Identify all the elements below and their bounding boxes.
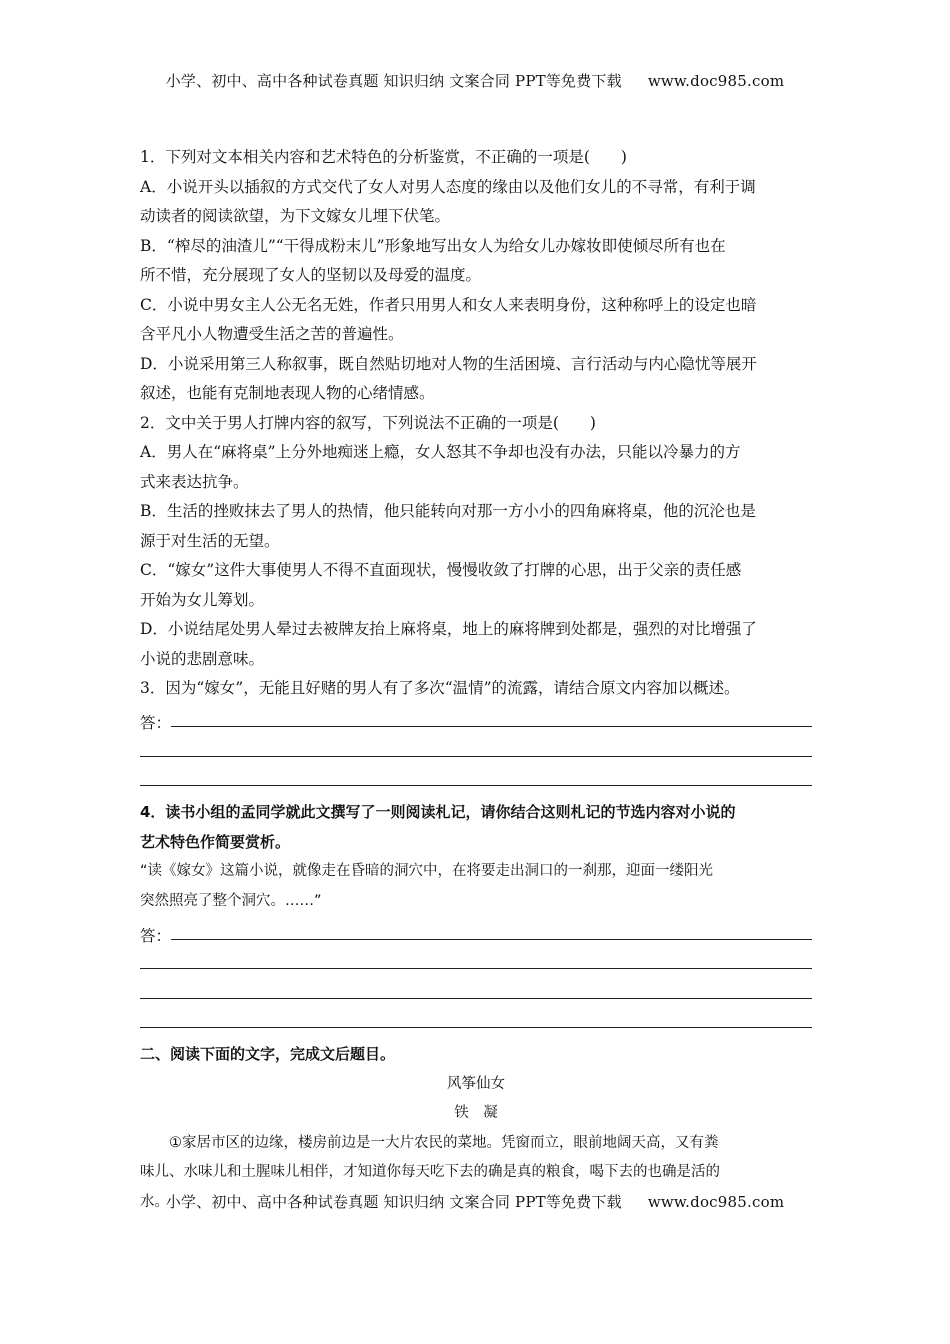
question-2-option-b-cont: 源于对生活的无望。 [140, 531, 280, 550]
question-3-answer-line-3[interactable] [140, 763, 812, 793]
article-author: 铁 凝 [454, 1105, 498, 1121]
question-3-answer-line-2[interactable] [140, 733, 812, 763]
answer-rule [171, 726, 812, 727]
question-1 [140, 143, 812, 409]
question-4-answer-line-2[interactable] [140, 946, 812, 976]
section-2-heading: 二、阅读下面的文字，完成文后题目。 [140, 1045, 396, 1063]
question-1-option-d: D．小说采用第三人称叙事，既自然贴切地对人物的生活困境、言行活动与内心隐忧等展开 [140, 354, 757, 373]
page-header [0, 70, 950, 91]
footer-text: 小学、初中、高中各种试卷真题 知识归纳 文案合同 PPT等免费下载 [165, 1193, 622, 1211]
question-2-option-d: D．小说结尾处男人晕过去被牌友抬上麻将桌，地上的麻将牌到处都是，强烈的对比增强了 [140, 620, 757, 638]
question-1-option-a-cont: 动读者的阅读欲望，为下文嫁女儿埋下伏笔。 [140, 207, 451, 225]
article-paragraph-1: ①家居市区的边缘，楼房前边是一大片农民的菜地。凭窗而立，眼前地阔天高，又有粪 [169, 1134, 719, 1151]
answer-label: 答： [140, 714, 172, 732]
question-2-option-a-cont: 式来表达抗争。 [140, 472, 249, 491]
question-2-stem: 2．文中关于男人打牌内容的叙写，下列说法不正确的一项是( ) [140, 413, 596, 432]
header-url[interactable]: www.doc985.com [647, 72, 785, 90]
question-2 [140, 409, 812, 675]
question-1-stem: 1．下列对文本相关内容和艺术特色的分析鉴赏，不正确的一项是( ) [140, 148, 627, 166]
question-1-option-b: B．“榨尽的油渣儿”“干得成粉末儿”形象地写出女人为给女儿办嫁妆即使倾尽所有也在 [140, 236, 726, 255]
question-4-answer-line-4[interactable] [140, 1005, 812, 1035]
question-4-quote: “读《嫁女》这篇小说，就像走在昏暗的洞穴中，在将要走出洞口的一刹那，迎面一缕阳光 [140, 863, 714, 879]
answer-label: 答： [140, 926, 172, 945]
article-title: 风筝仙女 [447, 1075, 505, 1092]
article-paragraph-1-end: 水。 [140, 1193, 169, 1210]
question-4-quote-cont: 突然照亮了整个洞穴。……” [140, 892, 322, 909]
question-2-option-d-cont: 小说的悲剧意味。 [140, 649, 265, 668]
header-text: 小学、初中、高中各种试卷真题 知识归纳 文案合同 PPT等免费下载 [165, 72, 622, 90]
question-1-option-a: A．小说开头以插叙的方式交代了女人对男人态度的缘由以及他们女儿的不寻常，有利于调 [140, 177, 756, 196]
question-4-answer-line[interactable] [140, 916, 812, 946]
question-3-stem: 3．因为“嫁女”，无能且好赌的男人有了多次“温情”的流露，请结合原文内容加以概述。 [140, 679, 740, 697]
document-body [140, 143, 812, 1217]
question-2-option-b: B．生活的挫败抹去了男人的热情，他只能转向对那一方小小的四角麻将桌，他的沉沦也是 [140, 502, 756, 520]
question-2-option-a: A．男人在“麻将桌”上分外地痴迷上瘾，女人怒其不争却也没有办法，只能以冷暴力的方 [140, 443, 741, 461]
question-3 [140, 674, 812, 792]
question-2-option-c: C．“嫁女”这件大事使男人不得不直面现状，慢慢收敛了打牌的心思，出于父亲的责任感 [140, 561, 742, 579]
question-1-option-d-cont: 叙述，也能有克制地表现人物的心绪情感。 [140, 384, 435, 402]
footer-url[interactable]: www.doc985.com [647, 1193, 785, 1211]
question-4 [140, 798, 812, 1034]
question-3-answer-line[interactable] [140, 704, 812, 734]
question-1-option-c: C．小说中男女主人公无名无姓，作者只用男人和女人来表明身份，这种称呼上的设定也暗 [140, 295, 757, 314]
question-4-answer-line-3[interactable] [140, 975, 812, 1005]
answer-rule [171, 939, 812, 940]
question-4-stem: 4．读书小组的孟同学就此文撰写了一则阅读札记，请你结合这则札记的节选内容对小说的 [140, 803, 736, 821]
question-1-option-b-cont: 所不惜，充分展现了女人的坚韧以及母爱的温度。 [140, 266, 482, 284]
article-paragraph-1-cont: 味儿、水味儿和土腥味儿相伴，才知道你每天吃下去的确是真的粮食，喝下去的也确是活的 [140, 1164, 720, 1180]
question-1-option-c-cont: 含平凡小人物遭受生活之苦的普遍性。 [140, 325, 404, 343]
question-2-option-c-cont: 开始为女儿筹划。 [140, 590, 265, 609]
question-4-stem-cont: 艺术特色作简要赏析。 [140, 832, 291, 851]
page-footer [0, 1191, 950, 1212]
